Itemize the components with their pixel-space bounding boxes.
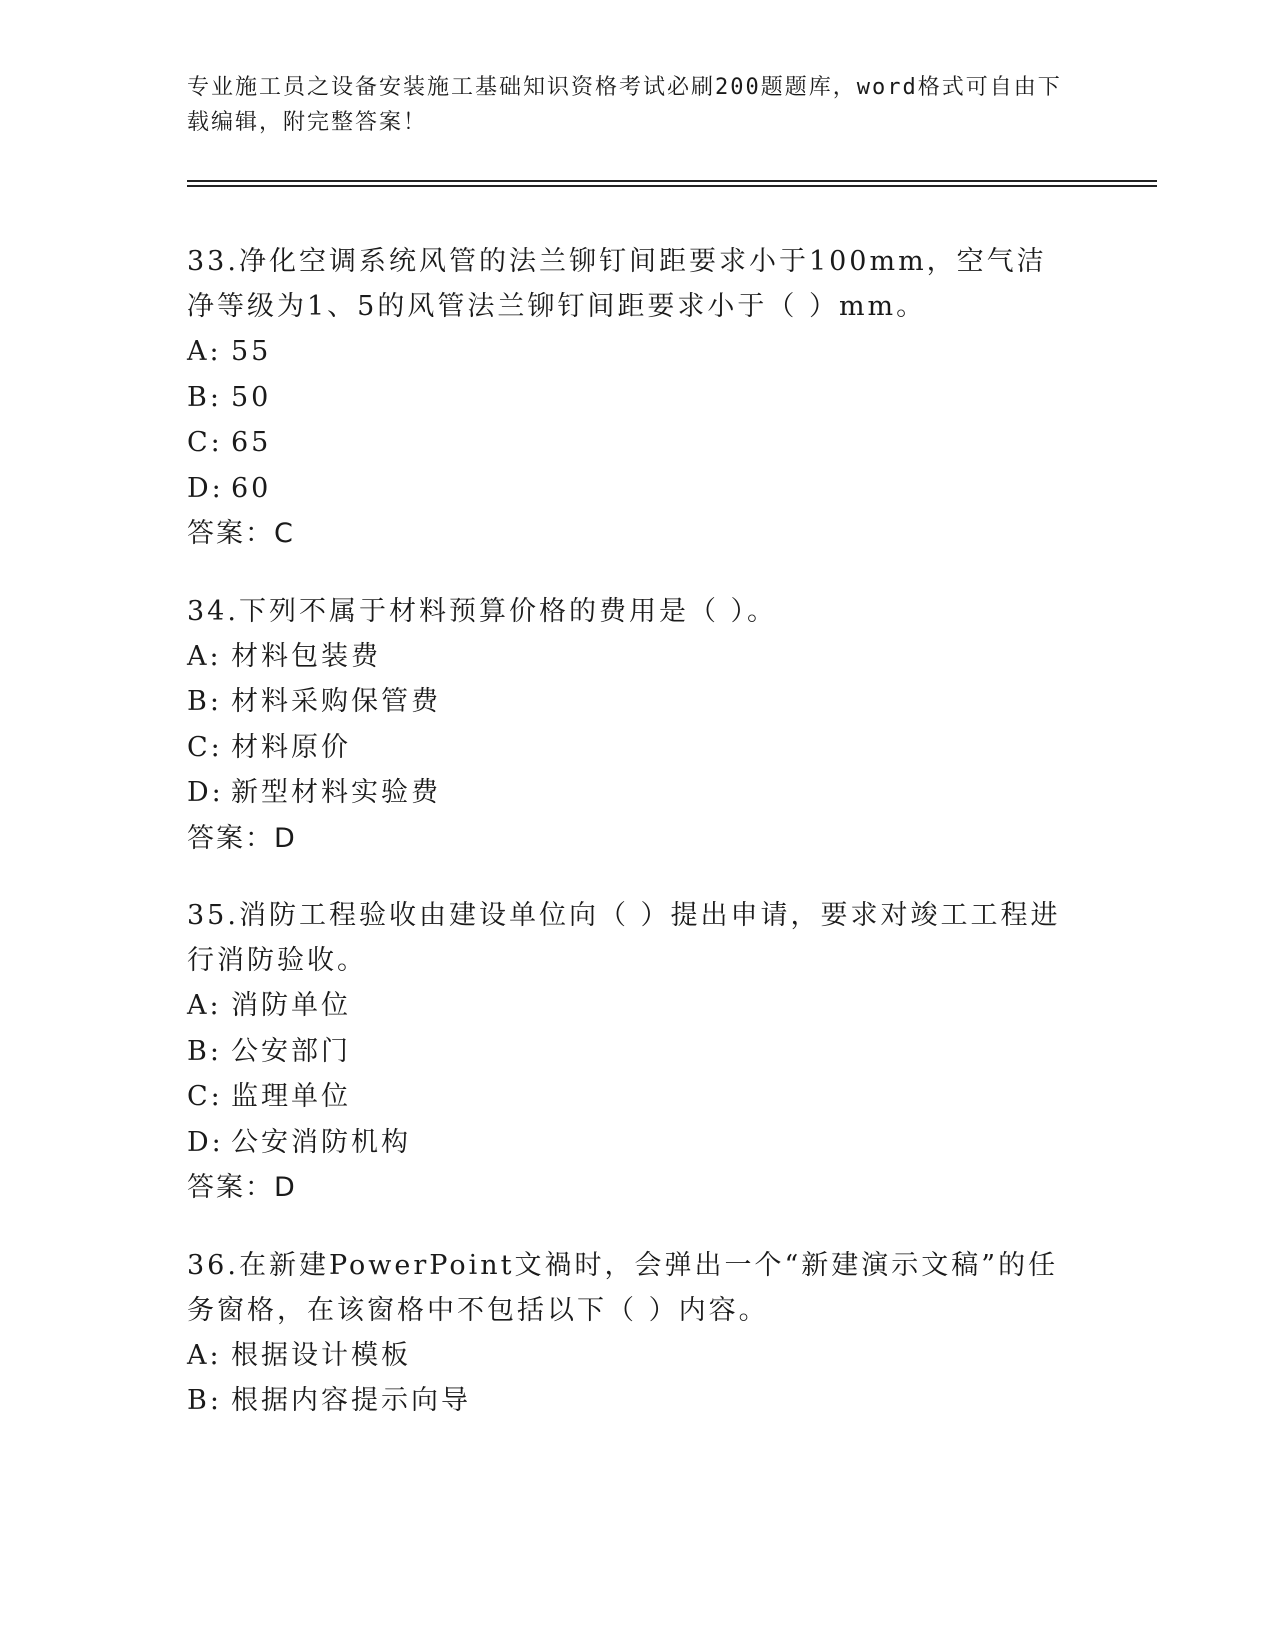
option-letter: B:	[187, 686, 222, 717]
option-text: 新型材料实验费	[231, 777, 441, 808]
option-a	[187, 329, 1157, 375]
answer-line: 答案：D	[187, 1172, 297, 1203]
option-text: 60	[231, 472, 272, 504]
option-text: 材料原价	[231, 731, 351, 763]
option-c	[187, 1074, 1157, 1120]
answer-line: 答案：C	[187, 518, 295, 549]
option-a	[187, 634, 1157, 680]
option-a	[187, 983, 1157, 1029]
option-letter: D:	[187, 777, 224, 808]
question-stem: 33.净化空调系统风管的法兰铆钉间距要求小于100mm，空气洁净等级为1、5的风管法兰铆钉间距要求小于（ ）mm。	[187, 246, 1047, 322]
option-text: 监理单位	[231, 1081, 351, 1112]
option-letter: A:	[187, 640, 222, 672]
option-letter: C:	[187, 427, 223, 458]
question-list	[187, 239, 1157, 1424]
option-d	[187, 770, 1157, 816]
question-35	[187, 893, 1157, 1211]
document-page	[187, 70, 1157, 1456]
option-letter: A:	[187, 1339, 222, 1371]
answer-line: 答案：D	[187, 822, 297, 854]
question-36	[187, 1243, 1157, 1424]
option-text: 材料包装费	[231, 640, 381, 672]
option-b	[187, 679, 1157, 725]
option-letter: B:	[187, 381, 222, 413]
question-34	[187, 589, 1157, 862]
document-header: 专业施工员之设备安装施工基础知识资格考试必刷200题题库，word格式可自由下载编辑，附完整答案！	[187, 75, 1062, 135]
option-letter: D:	[187, 472, 224, 504]
option-b	[187, 1378, 1157, 1424]
question-33	[187, 239, 1157, 557]
question-stem: 34.下列不属于材料预算价格的费用是（ ）。	[187, 595, 778, 627]
option-text: 55	[231, 336, 272, 367]
option-text: 材料采购保管费	[231, 686, 441, 717]
option-b	[187, 1029, 1157, 1075]
option-d	[187, 1120, 1157, 1166]
option-letter: C:	[187, 1081, 223, 1112]
option-letter: B:	[187, 1035, 222, 1067]
option-d	[187, 466, 1157, 512]
option-a	[187, 1333, 1157, 1379]
option-text: 公安部门	[231, 1035, 351, 1067]
option-letter: A:	[187, 990, 222, 1021]
option-letter: D:	[187, 1126, 224, 1158]
question-stem: 36.在新建PowerPoint文禍时，会弹出一个“新建演示文稿”的任务窗格，在该窗格中不包括以下（ ）内容。	[187, 1249, 1059, 1326]
option-text: 根据设计模板	[231, 1339, 411, 1371]
option-letter: C:	[187, 731, 223, 763]
option-text: 公安消防机构	[231, 1126, 411, 1158]
option-letter: A:	[187, 336, 222, 367]
option-c	[187, 420, 1157, 466]
option-text: 65	[231, 427, 272, 458]
option-b	[187, 375, 1157, 421]
option-letter: B:	[187, 1385, 222, 1416]
question-stem: 35.消防工程验收由建设单位向（ ）提出申请，要求对竣工工程进行消防验收。	[187, 900, 1061, 976]
option-c	[187, 725, 1157, 771]
header-double-rule	[187, 180, 1157, 187]
option-text: 根据内容提示向导	[231, 1385, 471, 1416]
option-text: 消防单位	[231, 990, 351, 1021]
option-text: 50	[231, 381, 272, 413]
